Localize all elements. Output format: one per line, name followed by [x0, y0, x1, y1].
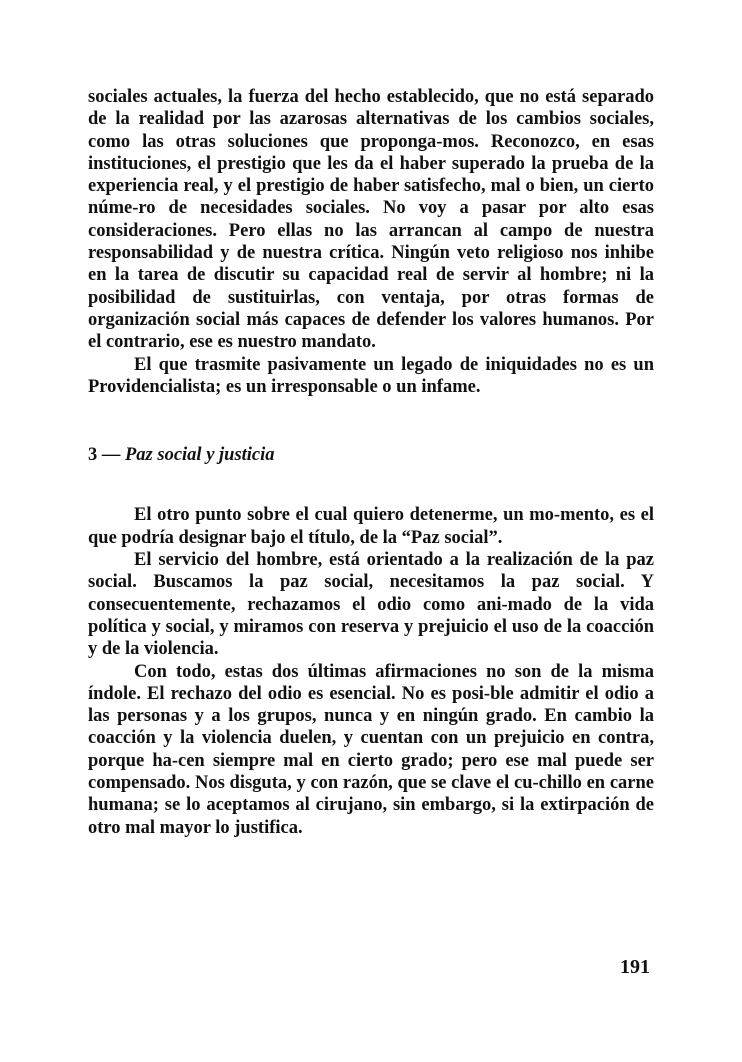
- page-number: 191: [620, 956, 650, 978]
- paragraph-coaccion-violencia: Con todo, estas dos últimas afirmaciones no son de la misma índole. El rechazo del odio es esencial. No es posi-ble admitir el odio a las personas y a los grupos, nunca y en ningún grado. En cambio la coacción y la violencia duelen, y cuentan con un prejuicio en contra, porque ha-cen siempre mal en cierto grado; pero ese mal puede ser compensado. Nos disguta, y con razón, que se clave el cu-chillo en carne humana; se lo aceptamos al cirujano, sin embargo, si la extirpación de otro mal mayor lo justifica.: [88, 661, 654, 838]
- section-heading: [88, 444, 654, 466]
- page-body: [88, 86, 654, 839]
- section-number: 3 —: [88, 445, 121, 466]
- paragraph-paz-social-intro: El otro punto sobre el cual quiero detenerme, un mo-mento, es el que podría designar bajo el título, de la “Paz social”.: [88, 505, 654, 548]
- paragraph-providencialista: El que trasmite pasivamente un legado de iniquidades no es un Providencialista; es un irresponsable o un infame.: [88, 354, 654, 397]
- paragraph-continuation: sociales actuales, la fuerza del hecho establecido, que no está separado de la realidad por las azarosas alternativas de los cambios sociales, como las otras soluciones que proponga-mos. Reconozco, en esas instituciones, el prestigio que les da el haber superado la prueba de la experiencia real, y el prestigio de haber satisfecho, mal o bien, un cierto núme-ro de necesidades sociales. No voy a pasar por alto esas consideraciones. Pero ellas no las arrancan al campo de nuestra responsabilidad y de nuestra crítica. Ningún veto religioso nos inhibe en la tarea de discutir su capacidad real de servir al hombre; ni la posibilidad de sustituirlas, con ventaja, por otras formas de organización social más capaces de defender los valores humanos. Por el contrario, ese es nuestro mandato.: [88, 87, 654, 353]
- paragraph-servicio-del-hombre: El servicio del hombre, está orientado a la realización de la paz social. Buscamos la paz social, necesitamos la paz social. Y consecuentemente, rechazamos el odio como ani-mado de la vida política y social, y miramos con reserva y prejuicio el uso de la coacción y de la violencia.: [88, 550, 654, 660]
- section-title: Paz social y justicia: [125, 445, 275, 466]
